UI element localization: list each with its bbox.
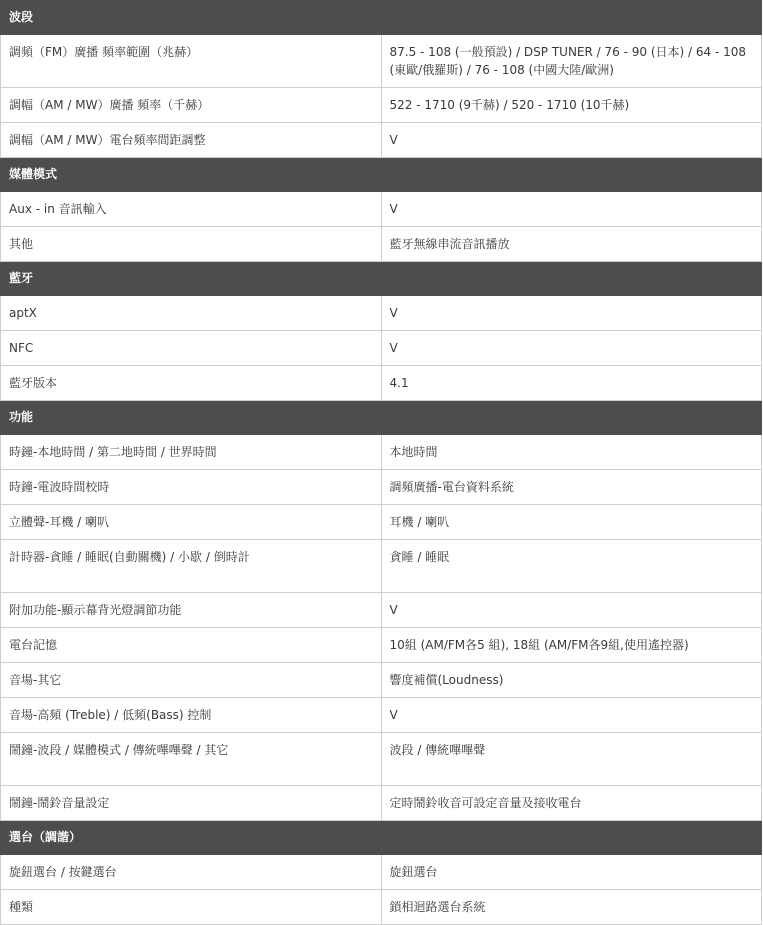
spec-label: 鬧鐘-鬧鈴音量設定 [1,786,382,821]
spec-label: 音場-高頻 (Treble) / 低頻(Bass) 控制 [1,698,382,733]
spec-value: 旋鈕選台 [381,855,762,890]
spec-row-stereo [1,505,762,540]
spec-label: 其他 [1,227,382,262]
spec-label: 計時器-貪睡 / 睡眠(自動關機) / 小歇 / 倒時計 [1,540,382,593]
spec-label: aptX [1,296,382,331]
spec-label: 種類 [1,890,382,925]
section-header-bluetooth [1,262,762,296]
spec-label: 附加功能-顯示幕背光燈調節功能 [1,593,382,628]
spec-row-fm-range [1,35,762,88]
spec-value: 522 - 1710 (9千赫) / 520 - 1710 (10千赫) [381,88,762,123]
spec-label: 藍牙版本 [1,366,382,401]
section-title: 藍牙 [1,262,762,296]
spec-row-clock-time [1,435,762,470]
spec-value: 定時鬧鈴收音可設定音量及接收電台 [381,786,762,821]
spec-row-nfc [1,331,762,366]
spec-value: 4.1 [381,366,762,401]
spec-label: 調幅（AM / MW）電台頻率間距調整 [1,123,382,158]
spec-label: 音場-其它 [1,663,382,698]
spec-row-alarm-volume [1,786,762,821]
spec-value: 響度補償(Loudness) [381,663,762,698]
spec-label: 旋鈕選台 / 按鍵選台 [1,855,382,890]
spec-label: NFC [1,331,382,366]
spec-value: 調頻廣播-電台資料系統 [381,470,762,505]
spec-label: 調幅（AM / MW）廣播 頻率（千赫） [1,88,382,123]
spec-value: 耳機 / 喇叭 [381,505,762,540]
spec-label: 立體聲-耳機 / 喇叭 [1,505,382,540]
section-title: 媒體模式 [1,158,762,192]
spec-row-clock-sync [1,470,762,505]
spec-row-backlight [1,593,762,628]
spec-row-am-range [1,88,762,123]
spec-label: Aux - in 音訊輸入 [1,192,382,227]
section-header-band [1,1,762,35]
spec-value: 87.5 - 108 (一般預設) / DSP TUNER / 76 - 90 (日本) / 64 - 108 (東歐/俄羅斯) / 76 - 108 (中國大陸/歐洲) [381,35,762,88]
spec-label: 時鐘-電波時間校時 [1,470,382,505]
section-header-tuning [1,821,762,855]
spec-value: V [381,331,762,366]
spec-label: 電台記憶 [1,628,382,663]
spec-row-alarm-source [1,733,762,786]
spec-value: 本地時間 [381,435,762,470]
spec-value: 波段 / 傳統嗶嗶聲 [381,733,762,786]
section-header-media [1,158,762,192]
spec-row-bt-version [1,366,762,401]
spec-row-tone-control [1,698,762,733]
spec-value: 鎖相迴路選台系統 [381,890,762,925]
section-header-features [1,401,762,435]
spec-value: V [381,192,762,227]
spec-label: 鬧鐘-波段 / 媒體模式 / 傳統嗶嗶聲 / 其它 [1,733,382,786]
spec-row-aux-in [1,192,762,227]
spec-row-aptx [1,296,762,331]
spec-value: V [381,698,762,733]
spec-row-tuning-type [1,890,762,925]
spec-row-tuning-method [1,855,762,890]
spec-value: 貪睡 / 睡眠 [381,540,762,593]
spec-row-am-step [1,123,762,158]
spec-label: 調頻（FM）廣播 頻率範圍（兆赫） [1,35,382,88]
section-title: 功能 [1,401,762,435]
spec-label: 時鐘-本地時間 / 第二地時間 / 世界時間 [1,435,382,470]
section-title: 選台（調諧） [1,821,762,855]
spec-value: 藍牙無線串流音訊播放 [381,227,762,262]
section-title: 波段 [1,1,762,35]
spec-row-timer [1,540,762,593]
spec-value: 10組 (AM/FM各5 組), 18組 (AM/FM各9組,使用遙控器) [381,628,762,663]
spec-value: V [381,123,762,158]
spec-row-sound-other [1,663,762,698]
spec-row-media-other [1,227,762,262]
spec-row-presets [1,628,762,663]
spec-value: V [381,593,762,628]
spec-value: V [381,296,762,331]
